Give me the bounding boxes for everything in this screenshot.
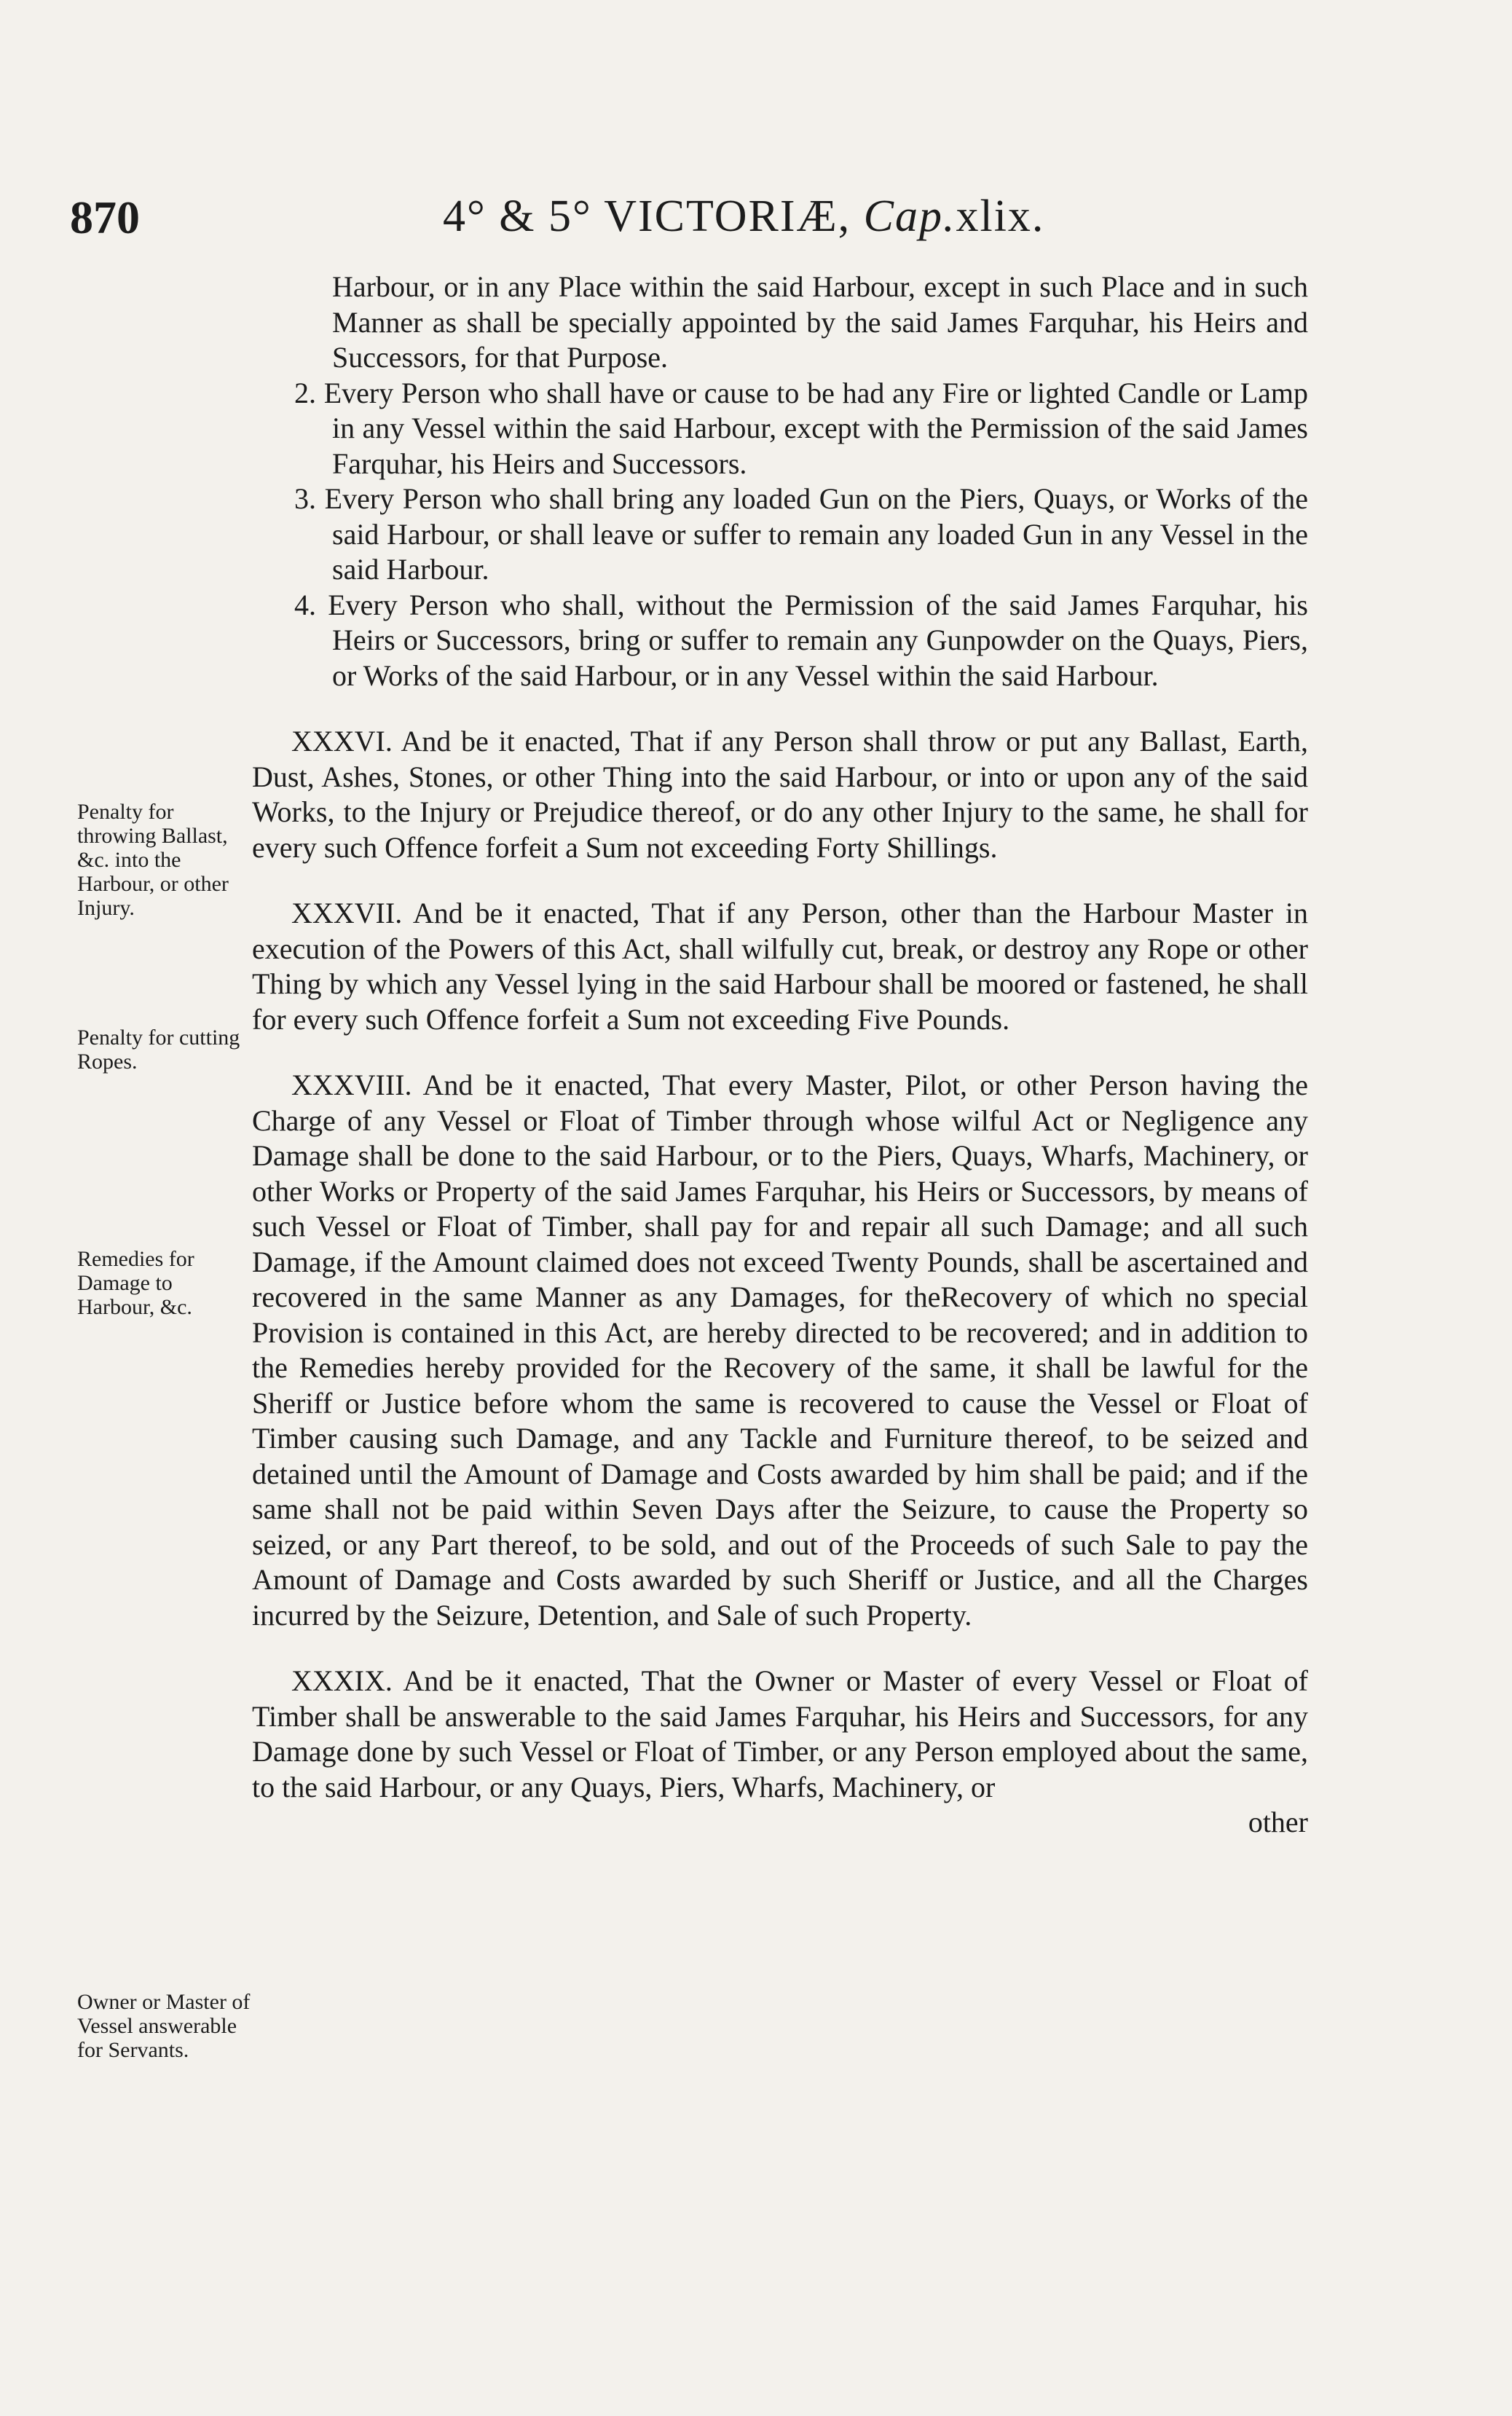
- paragraph-continuation: Harbour, or in any Place within the said Harbour, except in such Place and in such Manner as shall be specially appointed by the said James Farquhar, his Heirs and Successors, for that Purpose.: [332, 270, 1308, 374]
- page-number: 870: [70, 192, 140, 243]
- section-xxxix: XXXIX. And be it enacted, That the Owner or Master of every Vessel or Float of Timber shall be answerable to the said James Farquhar, his Heirs and Successors, for any Damage done by such Vessel or Float of Timber, or any Person employed about the same, to the said Harbour, or any Quays, Piers, Wharfs, Machinery, or: [252, 1664, 1308, 1803]
- margin-note: Penalty for cutting Ropes.: [77, 1026, 240, 1074]
- title-chapter: xlix.: [956, 192, 1045, 241]
- margin-note: Penalty for throwing Ballast, &c. into the Harbour, or other Injury.: [77, 800, 229, 920]
- running-title: [443, 191, 1044, 243]
- margin-note: Remedies for Damage to Harbour, &c.: [77, 1247, 194, 1319]
- section-xxxvii: XXXVII. And be it enacted, That if any Person, other than the Harbour Master in execution of the Powers of this Act, shall wilfully cut, break, or destroy any Rope or other Thing by which any Vessel lying in the said Harbour shall be moored or fastened, he shall for every such Offence forfeit a Sum not exceeding Five Pounds.: [252, 897, 1308, 1036]
- title-cap: Cap.: [863, 192, 956, 241]
- section-xxxvi: XXXVI. And be it enacted, That if any Person shall throw or put any Ballast, Earth, Dust, Ashes, Stones, or other Thing into the said Harbour, or into or upon any of the said Works, to the Injury or Prejudice thereof, or do any other Injury to the same, he shall for every such Offence forfeit a Sum not exceeding Forty Shillings.: [252, 725, 1308, 864]
- section-xxxviii: XXXVIII. And be it enacted, That every Master, Pilot, or other Person having the Charge of any Vessel or Float of Timber through whose wilful Act or Negligence any Damage shall be done to the said Harbour, or to the Piers, Quays, Wharfs, Machinery, or other Works or Property of the said James Farquhar, his Heirs or Successors, by means of such Vessel or Float of Timber, shall pay for and repair all such Damage; and all such Damage, if the Amount claimed does not exceed Twenty Pounds, shall be ascertained and recovered in the same Manner as any Damages, for theRecovery of which no special Provision is contained in this Act, are hereby directed to be recovered; and in addition to the Remedies hereby provided for the Recovery of the same, it shall be lawful for the Sheriff or Justice before whom the same is recovered to cause the Vessel or Float of Timber causing such Damage, and any Tackle and Furniture thereof, to be seized and detained until the Amount of Damage and Costs awarded by him shall be paid; and if the same shall not be paid within Seven Days after the Seizure, to cause the Property so seized, or any Part thereof, to be sold, and out of the Proceeds of such Sale to pay the Amount of Damage and Costs awarded by such Sheriff or Justice, and all the Charges incurred by the Seizure, Detention, and Sale of such Property.: [252, 1069, 1308, 1632]
- list-item: 2. Every Person who shall have or cause to be had any Fire or lighted Candle or Lamp in any Vessel within the said Harbour, except with the Permission of the said James Farquhar, his Heirs and Successors.: [294, 376, 1308, 480]
- page-header: [70, 191, 1308, 256]
- list-item: 3. Every Person who shall bring any loaded Gun on the Piers, Quays, or Works of the said Harbour, or shall leave or suffer to remain any loaded Gun in any Vessel in the said Harbour.: [294, 482, 1308, 586]
- main-text: [252, 269, 1308, 1841]
- margin-note: Owner or Master of Vessel answerable for Servants.: [77, 1990, 251, 2062]
- list-item: 4. Every Person who shall, without the Permission of the said James Farquhar, his Heirs or Successors, bring or suffer to remain any Gunpowder on the Quays, Piers, or Works of the said Harbour, or in any Vessel within the said Harbour.: [294, 588, 1308, 692]
- catchword: other: [1248, 1806, 1308, 1838]
- title-main: 4° & 5° VICTORIÆ,: [443, 192, 851, 241]
